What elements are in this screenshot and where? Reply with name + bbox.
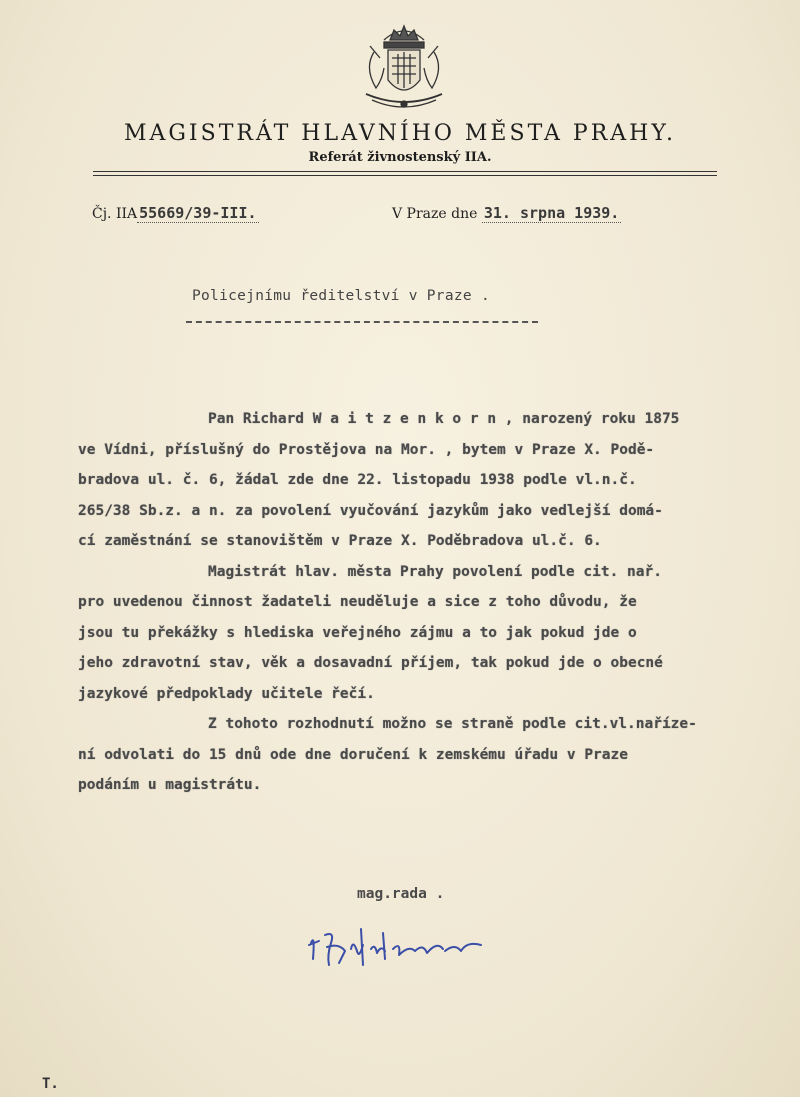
- body-line: Z tohoto rozhodnutí možno se straně podle cit.vl.nařízе-: [208, 716, 697, 732]
- addressee: Policejnímu ředitelství v Praze .: [192, 288, 490, 304]
- body-line: podáním u magistrátu.: [78, 777, 262, 793]
- date-line: [392, 204, 621, 222]
- reference-number: 55669/39-III.: [139, 204, 257, 222]
- body-line: ní odvolati do 15 dnů ode dne doručení k zemskému úřadu v Praze: [78, 746, 628, 763]
- body-line: 265/38 Sb.z. a n. za povolení vyučování jazykům jako vedlejší domá-: [78, 502, 663, 519]
- header-divider-secondary: [93, 175, 717, 176]
- letter-body: [78, 404, 768, 801]
- corner-mark: T.: [42, 1076, 59, 1092]
- reference-label: Čj. IIA: [92, 206, 138, 222]
- header-divider: [93, 171, 717, 172]
- letterhead-title: MAGISTRÁT HLAVNÍHO MĚSTA PRAHY.: [123, 121, 677, 146]
- reference-number-line: [92, 204, 259, 222]
- addressee-underline: [186, 321, 538, 323]
- body-line: bradova ul. č. 6, žádal zde dne 22. listopadu 1938 podle vl.n.č.: [78, 472, 637, 488]
- body-line: Pan Richard W a i t z e n k o r n , narozený roku 1875: [208, 411, 680, 427]
- body-line: ve Vídni, příslušný do Prostějova na Mor. , bytem v Praze X. Podě-: [78, 441, 655, 458]
- body-line: jeho zdravotní stav, věk a dosavadní příjem, tak pokud jde o obecné: [78, 655, 663, 671]
- body-line: cí zaměstnání se stanovištěm v Praze X. Poděbradova ul.č. 6.: [78, 533, 602, 549]
- letterhead-department: Referát živnostenský IIA.: [308, 150, 492, 165]
- prague-coat-of-arms-icon: [354, 18, 454, 116]
- signoff-title: mag.rada .: [357, 886, 445, 902]
- body-line: pro uvedenou činnost žadateli neuděluje a sice z toho důvodu, že: [78, 594, 637, 610]
- body-line: Magistrát hlav. města Prahy povolení podle cit. nař.: [208, 563, 662, 580]
- handwritten-signature: [305, 915, 495, 975]
- place-label: V Praze dne: [392, 206, 478, 222]
- body-line: jsou tu překážky s hlediska veřejného zájmu a to jak pokud jde o: [78, 624, 637, 641]
- body-line: jazykové předpoklady učitele řečí.: [78, 685, 375, 702]
- letter-date: 31. srpna 1939.: [483, 204, 620, 222]
